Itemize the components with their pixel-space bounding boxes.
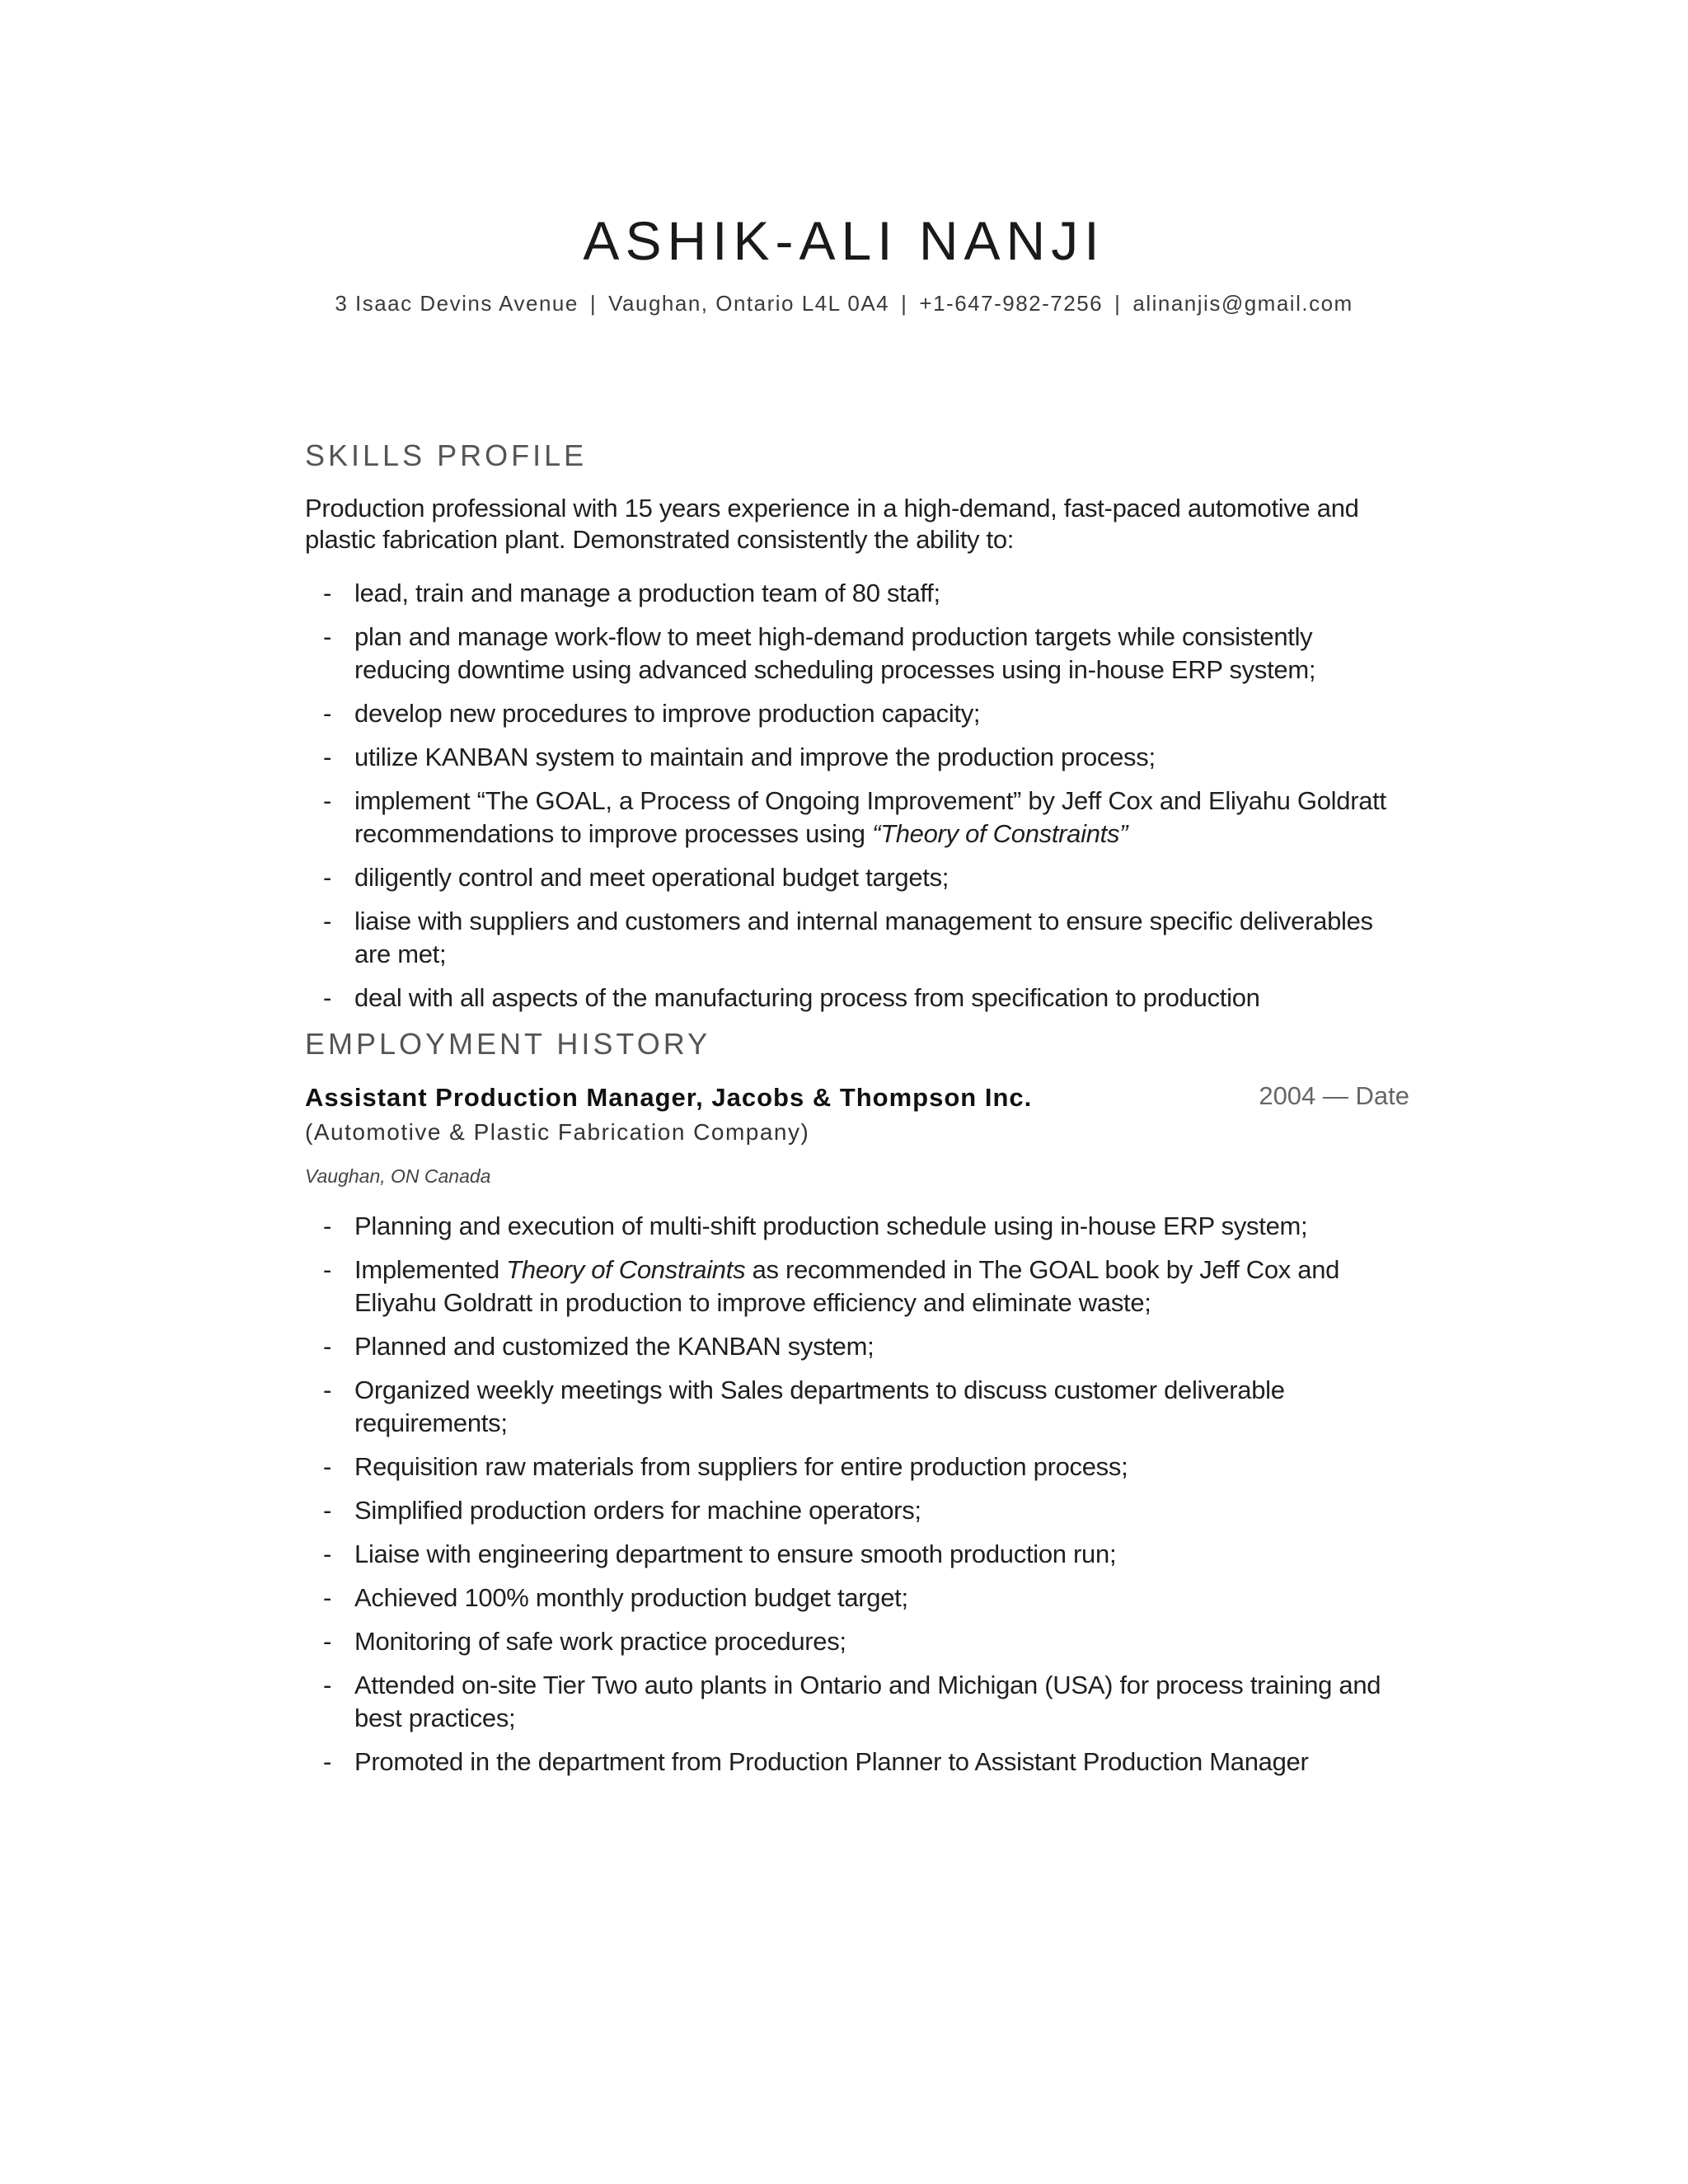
- dash-marker: -: [323, 699, 332, 728]
- duty-item: [305, 1582, 1409, 1615]
- skill-text: utilize KANBAN system to maintain and improve the production process;: [354, 743, 1156, 771]
- contact-separator: |: [589, 291, 598, 316]
- duty-text: Simplified production orders for machine operators;: [354, 1496, 921, 1525]
- skill-item: [305, 905, 1409, 971]
- company-description: (Automotive & Plastic Fabrication Company): [305, 1119, 810, 1145]
- skill-item: [305, 785, 1409, 851]
- skill-text: lead, train and manage a production team of 80 staff;: [354, 579, 940, 607]
- contact-separator: |: [901, 291, 908, 316]
- duty-item: [305, 1538, 1409, 1571]
- dash-marker: -: [323, 983, 332, 1012]
- duty-text: Achieved 100% monthly production budget target;: [354, 1583, 908, 1612]
- contact-phone: +1-647-982-7256: [919, 291, 1104, 316]
- duty-item: [305, 1330, 1409, 1363]
- contact-email: alinanjis@gmail.com: [1132, 291, 1353, 316]
- dash-marker: -: [323, 743, 332, 771]
- contact-line: [0, 288, 1688, 318]
- skill-item: [305, 577, 1409, 610]
- candidate-name: ASHIK-ALI NANJI: [583, 210, 1105, 271]
- dash-marker: -: [323, 1212, 332, 1240]
- dash-marker: -: [323, 786, 332, 815]
- skill-item: [305, 621, 1409, 687]
- skill-text: implement “The GOAL, a Process of Ongoing Improvement” by Jeff Cox and Eliyahu Goldratt recommendations to improve processes using: [354, 786, 1386, 848]
- dash-marker: -: [323, 1627, 332, 1656]
- duty-text-italic: Theory of Constraints: [506, 1255, 746, 1284]
- dash-marker: -: [323, 1332, 332, 1361]
- skill-item: [305, 697, 1409, 730]
- dash-marker: -: [323, 1747, 332, 1776]
- skills-heading: SKILLS PROFILE: [305, 438, 588, 472]
- dash-marker: -: [323, 863, 332, 892]
- resume-body: [305, 437, 1409, 1789]
- duty-item: [305, 1254, 1409, 1319]
- skill-text: diligently control and meet operational budget targets;: [354, 863, 950, 892]
- duty-item: [305, 1374, 1409, 1440]
- duty-item: [305, 1669, 1409, 1735]
- skill-item: [305, 861, 1409, 894]
- skill-text: liaise with suppliers and customers and internal management to ensure specific deliverables are met;: [354, 907, 1373, 968]
- dash-marker: -: [323, 1496, 332, 1525]
- duty-item: [305, 1451, 1409, 1483]
- employment-heading: EMPLOYMENT HISTORY: [305, 1027, 711, 1061]
- duty-text: Liaise with engineering department to ensure smooth production run;: [354, 1540, 1117, 1568]
- contact-city: Vaughan, Ontario L4L 0A4: [608, 291, 890, 316]
- duty-text: Implemented: [354, 1255, 507, 1284]
- duty-item: [305, 1625, 1409, 1658]
- duty-item: [305, 1210, 1409, 1243]
- skill-text-italic: “Theory of Constraints”: [872, 819, 1128, 848]
- dash-marker: -: [323, 1671, 332, 1699]
- dash-marker: -: [323, 622, 332, 651]
- dash-marker: -: [323, 1583, 332, 1612]
- contact-address: 3 Isaac Devins Avenue: [335, 291, 579, 316]
- job-location: Vaughan, ON Canada: [305, 1165, 491, 1187]
- dash-marker: -: [323, 579, 332, 607]
- duty-text: Organized weekly meetings with Sales departments to discuss customer deliverable requirements;: [354, 1376, 1285, 1437]
- dash-marker: -: [323, 1376, 332, 1404]
- duty-text: Attended on-site Tier Two auto plants in Ontario and Michigan (USA) for process training and best practices;: [354, 1671, 1381, 1732]
- job-dates: 2004 — Date: [1259, 1081, 1409, 1110]
- skill-text: develop new procedures to improve production capacity;: [354, 699, 981, 728]
- skills-intro: Production professional with 15 years experience in a high-demand, fast-paced automotive and plastic fabrication plant. Demonstrated consistently the ability to:: [305, 494, 1359, 554]
- skill-text: deal with all aspects of the manufacturing process from specification to production: [354, 983, 1260, 1012]
- job-title: Assistant Production Manager, Jacobs & Thompson Inc.: [305, 1083, 1033, 1112]
- dash-marker: -: [323, 1255, 332, 1284]
- dash-marker: -: [323, 907, 332, 935]
- duty-text: Monitoring of safe work practice procedures;: [354, 1627, 846, 1656]
- duty-text: Requisition raw materials from suppliers for entire production process;: [354, 1452, 1128, 1481]
- skill-text: plan and manage work-flow to meet high-demand production targets while consistently reducing downtime using advanced scheduling processes using in-house ERP system;: [354, 622, 1316, 684]
- duty-item: [305, 1746, 1409, 1779]
- job-duties-list: [305, 1210, 1409, 1779]
- duty-text: Planning and execution of multi-shift production schedule using in-house ERP system;: [354, 1212, 1308, 1240]
- skills-list: [305, 577, 1409, 1015]
- skill-item: [305, 741, 1409, 774]
- dash-marker: -: [323, 1540, 332, 1568]
- duty-item: [305, 1494, 1409, 1527]
- contact-separator: |: [1114, 291, 1122, 316]
- duty-text: as recommended in The GOAL book by Jeff Cox and Eliyahu Goldratt in production to improve efficiency and eliminate waste;: [354, 1255, 1340, 1317]
- duty-text: Planned and customized the KANBAN system;: [354, 1332, 874, 1361]
- dash-marker: -: [323, 1452, 332, 1481]
- job-header: [305, 1081, 1409, 1118]
- duty-text: Promoted in the department from Production Planner to Assistant Production Manager: [354, 1747, 1309, 1776]
- skill-item: [305, 982, 1409, 1015]
